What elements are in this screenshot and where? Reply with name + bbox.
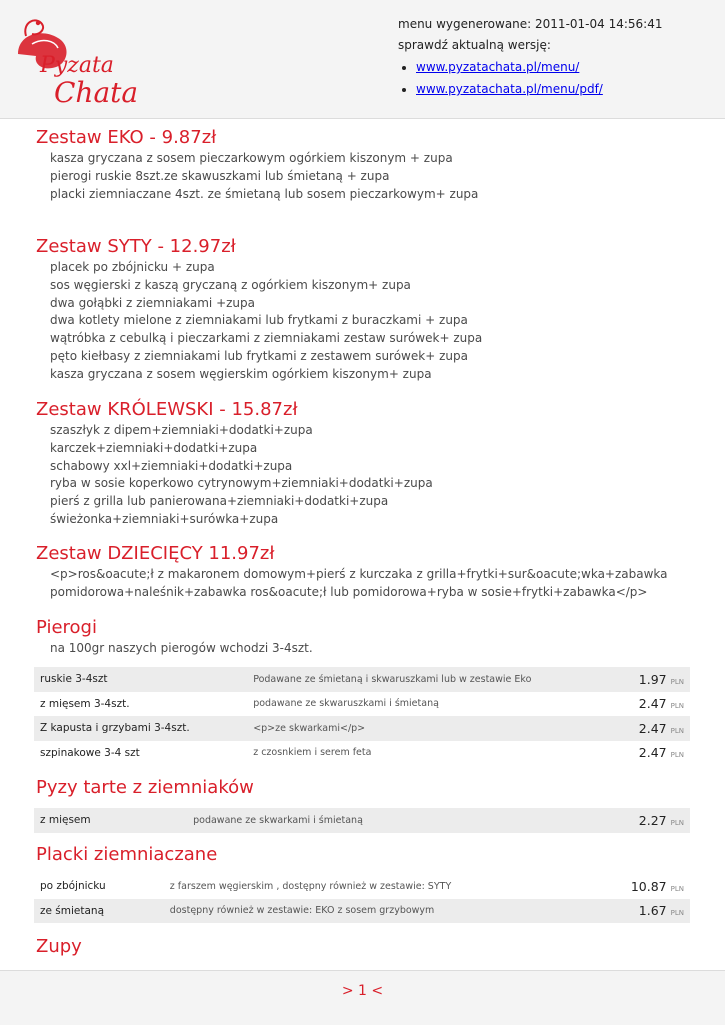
price-currency: PLN — [670, 677, 684, 686]
section-title: Zestaw DZIECIĘCY 11.97zł — [36, 543, 275, 564]
section-items — [36, 640, 696, 658]
menu-meta — [398, 14, 662, 100]
section-items — [36, 259, 696, 384]
link-item — [416, 56, 662, 78]
item-price — [608, 716, 690, 741]
list-item: wątróbka z cebulką i pieczarkami z ziemniakami zestaw surówek+ zupa — [50, 331, 483, 346]
section-zupy — [36, 935, 696, 959]
pierogi-table — [34, 667, 690, 765]
list-item: szaszłyk z dipem+ziemniaki+dodatki+zupa — [50, 423, 313, 437]
list-item: pęto kiełbasy z ziemniakami lub frytkami z zestawem surówek+ zupa — [50, 348, 468, 363]
pyzata-chata-logo — [12, 14, 162, 114]
price-value: 2.47 — [638, 720, 667, 736]
price-value: 1.97 — [638, 671, 667, 687]
page-pager[interactable]: > 1 < — [341, 983, 384, 999]
section-dzieciecy — [36, 542, 696, 602]
section-items — [36, 150, 696, 203]
item-description: z farszem węgierskim , dostępny również w zestawie: SYTY — [169, 880, 452, 892]
section-title: Placki ziemniaczane — [36, 844, 218, 865]
item-price — [608, 874, 690, 899]
price-value: 2.47 — [638, 696, 667, 712]
item-description: <p>ze skwarkami</p> — [233, 716, 608, 741]
section-title: Zestaw KRÓLEWSKI - 15.87zł — [36, 399, 298, 420]
item-name: z mięsem — [34, 808, 173, 833]
page-header — [0, 0, 725, 119]
item-description: Podawane ze śmietaną i skwaruszkami lub w zestawie Eko — [233, 667, 608, 692]
list-item: ryba w sosie koperkowo cytrynowym+ziemniaki+dodatki+zupa — [50, 476, 433, 491]
price-value: 2.27 — [638, 812, 667, 828]
section-title: Pierogi — [36, 617, 97, 638]
section-placki — [36, 843, 696, 867]
section-items — [36, 566, 696, 602]
check-version-label: sprawdź aktualną wersję: — [398, 38, 551, 52]
section-title: Zestaw EKO - 9.87zł — [36, 127, 217, 148]
item-name: Z kapusta i grzybami 3-4szt. — [34, 716, 233, 741]
table-row — [34, 716, 690, 741]
table-row — [34, 741, 690, 766]
table-row — [34, 667, 690, 692]
section-note: na 100gr naszych pierogów wchodzi 3-4szt. — [50, 641, 313, 655]
page-footer — [0, 970, 725, 1025]
price-value: 1.67 — [638, 903, 667, 919]
price-currency: PLN — [670, 726, 684, 735]
table-row — [34, 808, 690, 833]
pyzy-table — [34, 808, 690, 833]
item-name: ze śmietaną — [34, 899, 150, 924]
list-item: schabowy xxl+ziemniaki+dodatki+zupa — [50, 458, 293, 473]
list-item: kasza gryczana z sosem węgierskim ogórkiem kiszonym+ zupa — [50, 366, 432, 381]
price-currency: PLN — [670, 702, 684, 711]
price-value: 10.87 — [630, 878, 667, 894]
list-item: dwa kotlety mielone z ziemniakami lub frytkami z buraczkami + zupa — [50, 313, 468, 328]
list-item: dwa gołąbki z ziemniakami +zupa — [50, 295, 256, 310]
section-eko — [36, 126, 696, 203]
menu-content — [0, 118, 725, 970]
generated-timestamp: menu wygenerowane: 2011-01-04 14:56:41 — [398, 17, 663, 31]
list-item: świeżonka+ziemniaki+surówka+zupa — [50, 511, 279, 526]
item-price — [608, 899, 690, 924]
table-row — [34, 692, 690, 717]
item-price — [608, 667, 690, 692]
list-item: sos węgierski z kaszą gryczaną z ogórkiem kiszonym+ zupa — [50, 277, 411, 292]
item-description: z czosnkiem i serem feta — [253, 747, 372, 759]
section-title: Zupy — [36, 936, 82, 957]
list-item: placki ziemniaczane 4szt. ze śmietaną lub sosem pieczarkowym+ zupa — [50, 186, 479, 201]
price-currency: PLN — [670, 818, 684, 827]
list-item: pomidorowa+naleśnik+zabawka ros&oacute;ł lub pomidorowa+ryba w sosie+frytki+zabawka</p> — [50, 584, 648, 599]
section-syty — [36, 235, 696, 384]
price-value: 2.47 — [638, 745, 667, 761]
svg-text:Chata: Chata — [54, 76, 139, 109]
menu-link[interactable]: www.pyzatachata.pl/menu/ — [416, 60, 580, 74]
svg-text:Pyzata: Pyzata — [40, 53, 114, 78]
item-description: podawane ze skwarkami i śmietaną — [173, 808, 608, 833]
version-links — [398, 56, 662, 100]
item-name: ruskie 3-4szt — [34, 667, 233, 692]
price-currency: PLN — [670, 884, 684, 893]
section-items — [36, 422, 696, 529]
list-item: kasza gryczana z sosem pieczarkowym ogórkiem kiszonym + zupa — [50, 151, 453, 165]
section-pierogi — [36, 616, 696, 658]
item-name: z mięsem 3-4szt. — [40, 697, 130, 710]
item-price — [608, 692, 690, 717]
item-name: po zbójnicku — [40, 880, 106, 893]
section-pyzy — [36, 776, 696, 800]
menu-pdf-link[interactable]: www.pyzatachata.pl/menu/pdf/ — [416, 82, 603, 96]
price-currency: PLN — [670, 909, 684, 918]
list-item: pierś z grilla lub panierowana+ziemniaki+dodatki+zupa — [50, 494, 389, 509]
item-name: szpinakowe 3-4 szt — [40, 746, 140, 759]
list-item: placek po zbójnicku + zupa — [50, 260, 215, 274]
item-price — [608, 808, 690, 833]
item-description: podawane ze skwaruszkami i śmietaną — [253, 698, 439, 710]
list-item: <p>ros&oacute;ł z makaronem domowym+pierś z kurczaka z grilla+frytki+sur&oacute;wka+zabawka — [50, 567, 668, 581]
section-krolewski — [36, 398, 696, 529]
section-title: Pyzy tarte z ziemniaków — [36, 777, 254, 798]
price-currency: PLN — [670, 751, 684, 760]
list-item: karczek+ziemniaki+dodatki+zupa — [50, 440, 258, 455]
table-row — [34, 874, 690, 899]
table-row — [34, 899, 690, 924]
list-item: pierogi ruskie 8szt.ze skawuszkami lub śmietaną + zupa — [50, 168, 390, 183]
section-title: Zestaw SYTY - 12.97zł — [36, 236, 236, 257]
link-item — [416, 78, 662, 100]
placki-table — [34, 874, 690, 923]
item-price — [608, 741, 690, 766]
item-description: dostępny również w zestawie: EKO z sosem grzybowym — [150, 899, 608, 924]
